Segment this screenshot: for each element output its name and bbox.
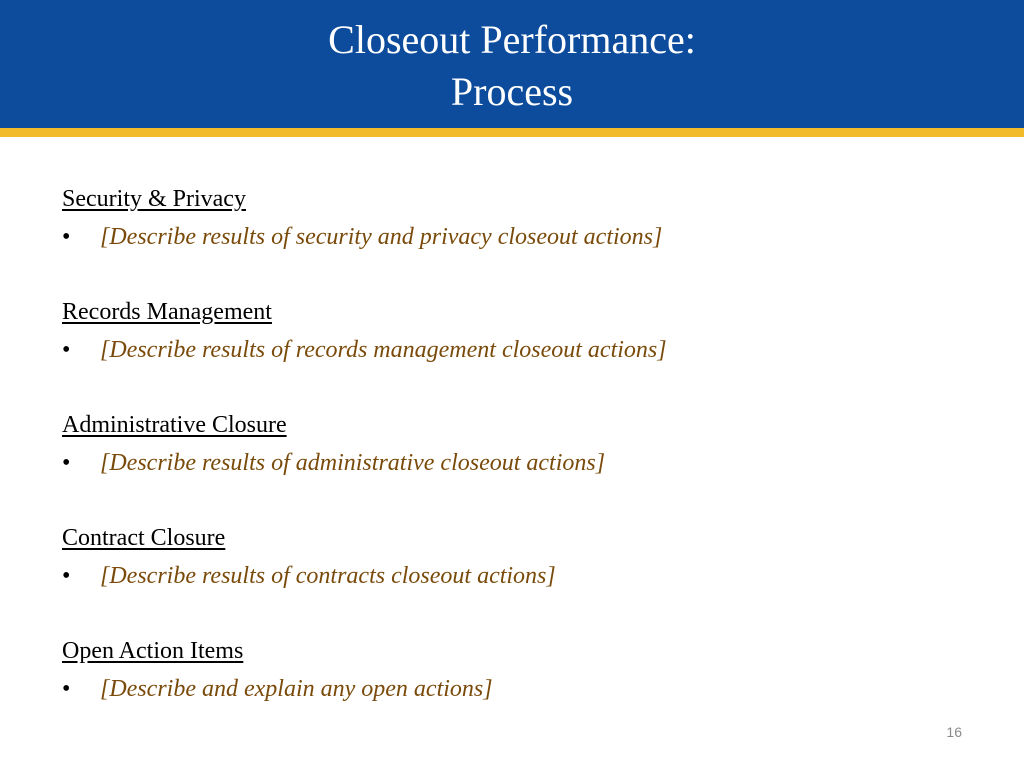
- bullet-text: [Describe results of administrative closeout actions]: [100, 450, 606, 476]
- section-heading: Records Management: [62, 299, 272, 325]
- section-security-privacy: [62, 180, 962, 293]
- bullet-icon: •: [62, 676, 71, 702]
- title-line-1: Closeout Performance:: [328, 17, 696, 62]
- section-administrative-closure: [62, 406, 962, 519]
- title-line-2: Process: [450, 69, 574, 114]
- bullet-icon: •: [62, 224, 71, 250]
- bullet-text: [Describe and explain any open actions]: [100, 676, 493, 702]
- page-number: 16: [946, 724, 962, 740]
- section-records-management: [62, 293, 962, 406]
- bullet-icon: •: [62, 337, 71, 363]
- section-heading: Open Action Items: [62, 638, 244, 664]
- bullet-icon: •: [62, 563, 71, 589]
- bullet-item: [62, 331, 962, 369]
- section-contract-closure: [62, 519, 962, 632]
- section-heading: Security & Privacy: [62, 186, 246, 212]
- bullet-item: [62, 670, 962, 708]
- title-bar: [0, 0, 1024, 128]
- slide-content: [62, 180, 962, 745]
- bullet-text: [Describe results of records management closeout actions]: [100, 337, 667, 363]
- bullet-item: [62, 557, 962, 595]
- bullet-text: [Describe results of contracts closeout actions]: [100, 563, 556, 589]
- slide-title: [0, 14, 1024, 118]
- section-heading: Contract Closure: [62, 525, 226, 551]
- title-accent-stripe: [0, 128, 1024, 137]
- bullet-item: [62, 218, 962, 256]
- bullet-icon: •: [62, 450, 71, 476]
- bullet-text: [Describe results of security and privacy closeout actions]: [100, 224, 663, 250]
- section-open-action-items: [62, 632, 962, 745]
- section-heading: Administrative Closure: [62, 412, 287, 438]
- bullet-item: [62, 444, 962, 482]
